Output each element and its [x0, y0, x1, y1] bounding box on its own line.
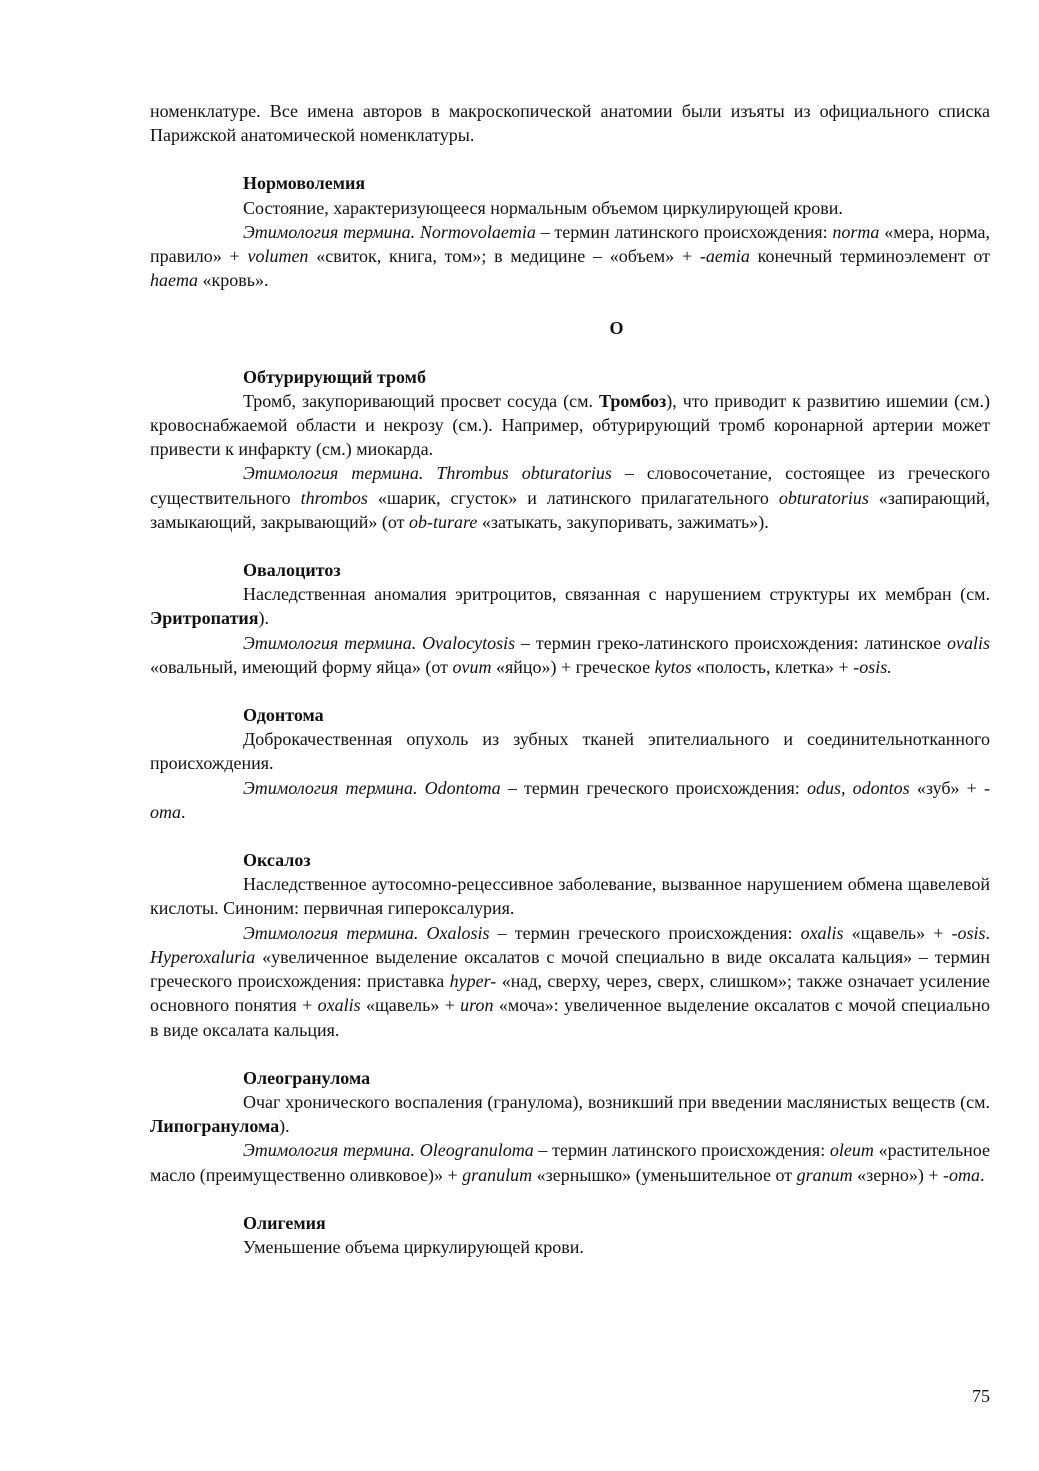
- term-definition: Уменьшение объема циркулирующей крови.: [243, 1236, 584, 1257]
- term-definition: Состояние, характеризующееся нормальным объемом циркулирующей крови.: [243, 197, 843, 218]
- letter-heading: О: [609, 318, 624, 339]
- etymology-label: Этимология термина. Oleogranuloma: [243, 1140, 534, 1161]
- term-heading: Обтурирующий тромб: [243, 366, 426, 387]
- term-etymology: Этимология термина. Normovolaemia – термин латинского происхождения: norma «мера, норма, правило» + volumen «свиток, книга, том»; в медицине – «объем» + -aemia конечный терминоэлемент от haema «кровь».: [150, 221, 990, 291]
- term-etymology: Этимология термина. Oleogranuloma – термин латинского происхождения: oleum «растительное масло (преимущественно оливковое)» + granulum «зернышко» (уменьшительное от granum «зерно») + -oma.: [150, 1140, 990, 1185]
- term-heading: Нормоволемия: [243, 173, 366, 194]
- cross-reference: Тромбоз: [599, 390, 667, 411]
- intro-paragraph: номенклатуре. Все имена авторов в макроскопической анатомии были изъяты из официального списка Парижской анатомической номенклатуры.: [150, 101, 990, 146]
- cross-reference: Эритропатия: [150, 608, 259, 629]
- page-number: 75: [972, 1386, 990, 1406]
- etymology-label: Этимология термина. Oxalosis: [243, 922, 490, 943]
- term-heading: Олигемия: [243, 1212, 326, 1233]
- term-heading: Овалоцитоз: [243, 560, 341, 581]
- term-etymology: Этимология термина. Thrombus obturatorius – словосочетание, состоящее из греческого существительного thrombos «шарик, сгусток» и латинского прилагательного obturatorius «запирающий, замыкающий, закрывающий» (от ob-turare «затыкать, закупоривать, зажимать»).: [150, 463, 991, 532]
- cross-reference: Липогранулома: [150, 1116, 280, 1137]
- term-definition: Наследственная аномалия эритроцитов, связанная с нарушением структуры их мембран (см. Эритропатия).: [150, 584, 990, 629]
- term-heading: Оксалоз: [243, 850, 311, 871]
- etymology-label: Этимология термина. Odontoma: [243, 777, 501, 798]
- term-definition: Тромб, закупоривающий просвет сосуда (см. Тромбоз), что приводит к развитию ишемии (см.) кровоснабжаемой области и некрозу (см.). Например, обтурирующий тромб коронарной артерии может привести к инфаркту (см.) миокарда.: [150, 390, 991, 460]
- term-definition: Наследственное аутосомно-рецессивное заболевание, вызванное нарушением обмена щавелевой кислоты. Синоним: первичная гипероксалурия.: [150, 874, 990, 919]
- document-page: [150, 99, 990, 1259]
- term-definition: Очаг хронического воспаления (гранулома), возникший при введении маслянистых веществ (см. Липогранулома).: [150, 1091, 990, 1137]
- etymology-label: Этимология термина. Thrombus obturatorius: [243, 463, 612, 484]
- etymology-label: Этимология термина. Normovolaemia: [243, 221, 536, 242]
- term-etymology: Этимология термина. Ovalocytosis – термин греко-латинского происхождения: латинское ovalis «овальный, имеющий форму яйца» (от ovum «яйцо») + греческое kytos «полость, клетка» + -osis.: [150, 632, 991, 677]
- term-definition: Доброкачественная опухоль из зубных тканей эпителиального и соединительнотканного происхождения.: [150, 729, 990, 774]
- etymology-label: Этимология термина. Ovalocytosis: [243, 632, 516, 653]
- term-heading: Одонтома: [243, 705, 324, 726]
- term-heading: Олеогранулома: [243, 1067, 371, 1088]
- term-etymology: Этимология термина. Oxalosis – термин греческого происхождения: oxalis «щавель» + -osis. Hyperoxaluria «увеличенное выделение оксалатов с мочой специально в виде оксалата кальция» – термин греческого происхождения: приставка hyper- «над, сверху, через, сверх, слишком»; также означает усиление основного понятия + oxalis «щавель» + uron «моча»: увеличенное выделение оксалатов с мочой специально в виде оксалата кальция.: [150, 922, 991, 1040]
- term-etymology: Этимология термина. Odontoma – термин греческого происхождения: odus, odontos «зуб» + -oma.: [150, 777, 991, 822]
